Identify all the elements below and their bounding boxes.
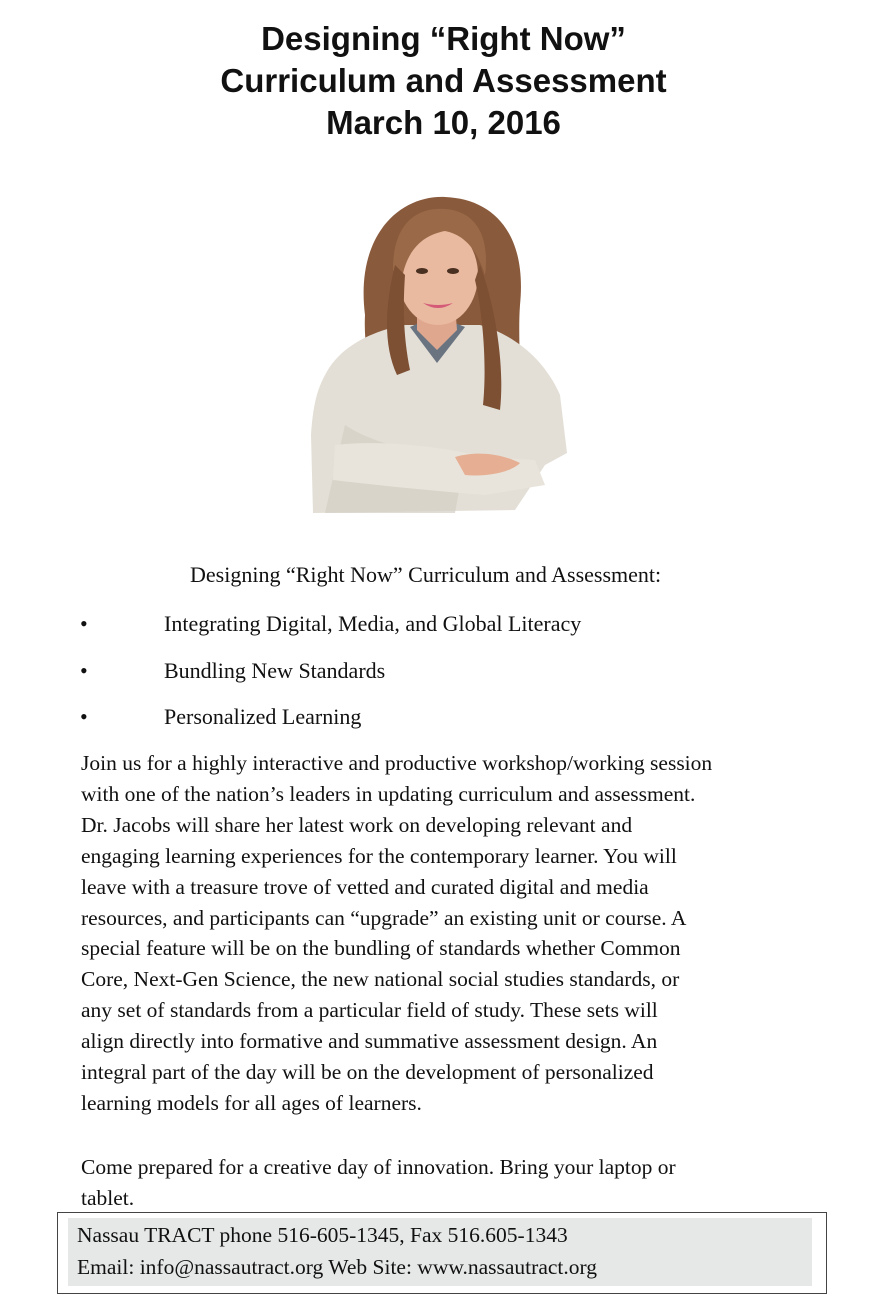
paragraph-line: with one of the nation’s leaders in updating curriculum and assessment. — [81, 781, 696, 806]
closing-paragraph — [81, 1152, 676, 1213]
bullet-icon: • — [80, 704, 88, 729]
photo-eye-right — [447, 268, 459, 274]
paragraph-line: leave with a treasure trove of vetted and curated digital and media — [81, 874, 649, 899]
paragraph-line: any set of standards from a particular field of study. These sets will — [81, 998, 658, 1023]
contact-box-shading — [68, 1218, 812, 1286]
paragraph-line: align directly into formative and summative assessment design. An — [81, 1029, 658, 1054]
paragraph-line: Come prepared for a creative day of innovation. Bring your laptop or — [81, 1155, 676, 1179]
list-item-text: Integrating Digital, Media, and Global Literacy — [164, 611, 582, 636]
title-line-3-date: March 10, 2016 — [326, 104, 561, 141]
section-subheading: Designing “Right Now” Curriculum and Assessment: — [190, 562, 662, 587]
title-line-2: Curriculum and Assessment — [220, 62, 667, 99]
list-item-text: Bundling New Standards — [164, 657, 386, 683]
paragraph-line: learning models for all ages of learners. — [81, 1090, 422, 1115]
paragraph-line: Dr. Jacobs will share her latest work on developing relevant and — [81, 812, 633, 837]
photo-eye-left — [416, 268, 428, 274]
paragraph-line: tablet. — [81, 1185, 135, 1210]
title-line-1: Designing “Right Now” — [261, 20, 626, 57]
contact-phone-fax: Nassau TRACT phone 516-605-1345, Fax 516.605-1343 — [77, 1223, 568, 1247]
paragraph-line: special feature will be on the bundling of standards whether Common — [81, 936, 681, 961]
paragraph-line: resources, and participants can “upgrade” an existing unit or course. A — [81, 905, 687, 930]
bullet-icon: • — [80, 657, 88, 683]
description-paragraph — [81, 748, 712, 1119]
paragraph-line: integral part of the day will be on the development of personalized — [81, 1060, 654, 1085]
paragraph-line: engaging learning experiences for the contemporary learner. You will — [81, 843, 677, 868]
page-title — [0, 18, 887, 144]
contact-email-website: Email: info@nassautract.org Web Site: www.nassautract.org — [77, 1255, 598, 1279]
paragraph-line: Core, Next-Gen Science, the new national social studies standards, or — [81, 967, 680, 992]
presenter-photo — [305, 195, 570, 515]
list-item-text: Personalized Learning — [164, 704, 362, 729]
paragraph-line: Join us for a highly interactive and productive workshop/working session — [81, 751, 713, 775]
bullet-icon: • — [80, 611, 88, 636]
contact-box — [57, 1212, 827, 1294]
